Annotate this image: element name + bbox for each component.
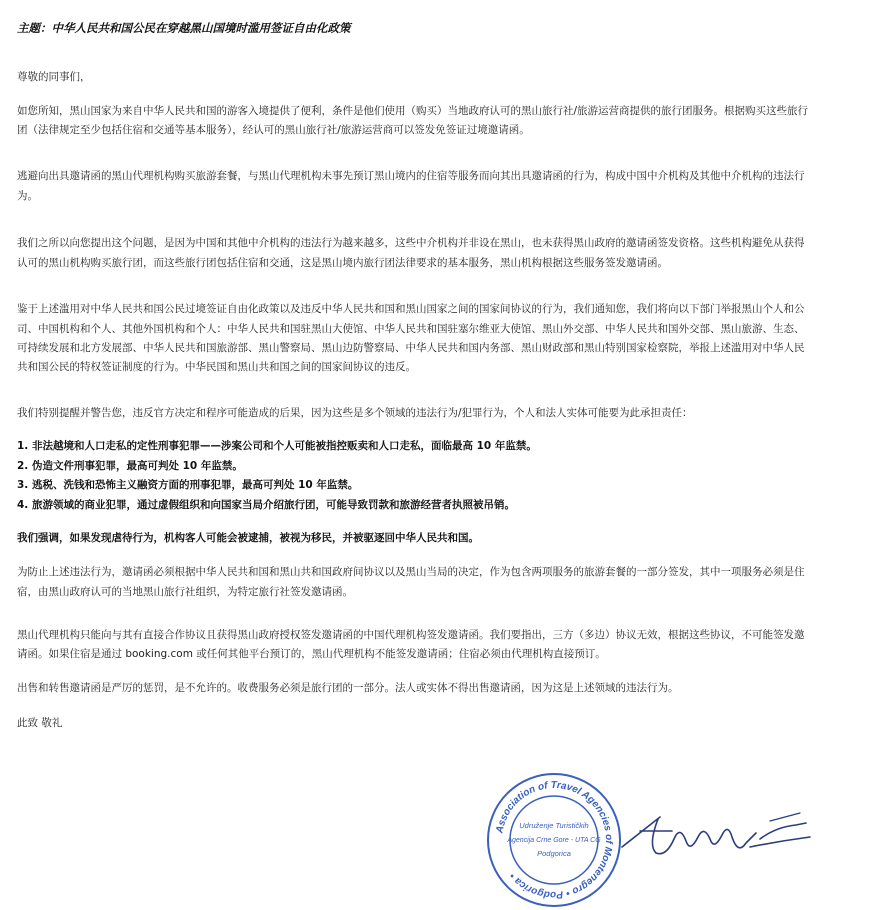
paragraph-1-line-1: 如您所知，黑山国家为来自中华人民共和国的游客入境提供了便利，条件是他们使用（购买）当地政府认可的黑山旅行社/旅游运营商提供的旅行团服务。根据购买这些旅行: [17, 105, 809, 117]
paragraph-6-line-1: 为防止上述违法行为，邀请函必须根据中华人民共和国和黑山共和国政府间协议以及黑山当局的决定，作为包含两项服务的旅游套餐的一部分签发，其中一项服务必须是住: [17, 566, 805, 578]
penalty-item-1: 1. 非法越境和人口走私的定性刑事犯罪——涉案公司和个人可能被指控贩卖和人口走私，面临最高 10 年监禁。: [17, 440, 537, 452]
paragraph-4-line-3: 可持续发展和北方发展部、中华人民共和国旅游部、黑山警察局、黑山边防警察局、中华人民共和国内务部、黑山财政部和黑山特别国家检察院，举报上述滥用对中华人民: [17, 342, 805, 354]
paragraph-2-line-2: 为。: [17, 190, 38, 202]
paragraph-1-line-2: 团（法律规定至少包括住宿和交通等基本服务），经认可的黑山旅行社/旅游运营商可以签发免签证过境邀请函。: [17, 124, 530, 136]
stamp-ring-text: Association of Travel Agencies of Montenegro • Podgorica •: [494, 779, 615, 901]
paragraph-4-line-1: 鉴于上述滥用对中华人民共和国公民过境签证自由化政策以及违反中华人民共和国和黑山国家之间的国家间协议的行为，我们通知您，我们将向以下部门举报黑山个人和公: [17, 303, 805, 315]
handwritten-signature: [600, 795, 820, 875]
paragraph-3-line-1: 我们之所以向您提出这个问题，是因为中国和其他中介机构的违法行为越来越多，这些中介机构并非设在黑山，也未获得黑山政府的邀请函签发资格。这些机构避免从获得: [17, 237, 805, 249]
closing-salutation: 此致 敬礼: [17, 717, 63, 729]
paragraph-5-line-1: 我们特别提醒并警告您，违反官方决定和程序可能造成的后果，因为这些是多个领域的违法行为/犯罪行为，个人和法人实体可能要为此承担责任：: [17, 407, 693, 419]
paragraph-8-line-1: 出售和转售邀请函是严厉的惩罚，是不允许的。收费服务必须是旅行团的一部分。法人或实体不得出售邀请函，因为这是上述领域的违法行为。: [17, 682, 679, 694]
penalty-item-4: 4. 旅游领域的商业犯罪，通过虚假组织和向国家当局介绍旅行团，可能导致罚款和旅游经营者执照被吊销。: [17, 499, 515, 511]
greeting: 尊敬的同事们，: [17, 71, 91, 83]
paragraph-4-line-2: 司、中国机构和个人、其他外国机构和个人：中华人民共和国驻黑山大使馆、中华人民共和国驻塞尔维亚大使馆、黑山外交部、中华人民共和国外交部、黑山旅游、生态、: [17, 323, 805, 335]
paragraph-7-line-1: 黑山代理机构只能向与其有直接合作协议且获得黑山政府授权签发邀请函的中国代理机构签发邀请函。我们要指出，三方（多边）协议无效，根据这些协议，不可能签发邀: [17, 629, 805, 641]
stamp-center-line-1: Udruženje Turističkih: [519, 821, 589, 830]
penalty-item-2: 2. 伪造文件刑事犯罪，最高可判处 10 年监禁。: [17, 460, 243, 472]
penalty-item-3: 3. 逃税、洗钱和恐怖主义融资方面的刑事犯罪，最高可判处 10 年监禁。: [17, 479, 359, 491]
stamp-center-line-2: Agencija Crne Gore - UTA CG: [507, 837, 601, 844]
paragraph-6-line-2: 宿，由黑山政府认可的当地黑山旅行社组织，为特定旅行社签发邀请函。: [17, 586, 353, 598]
paragraph-2-line-1: 逃避向出具邀请函的黑山代理机构购买旅游套餐，与黑山代理机构未事先预订黑山境内的住宿等服务而向其出具邀请函的行为，构成中国中介机构及其他中介机构的违法行: [17, 170, 805, 182]
paragraph-4-line-4: 共和国公民的特权签证制度的行为。中华民国和黑山共和国之间的国家间协议的违反。: [17, 361, 416, 373]
subject-line: 主题：中华人民共和国公民在穿越黑山国境时滥用签证自由化政策: [17, 21, 351, 35]
emphasis-statement: 我们强调，如果发现虐待行为，机构客人可能会被逮捕，被视为移民，并被驱逐回中华人民共和国。: [17, 532, 479, 544]
stamp-center-line-3: Podgorica: [537, 849, 571, 858]
paragraph-3-line-2: 认可的黑山机构购买旅行团，而这些旅行团包括住宿和交通，这是黑山境内旅行团法律要求的基本服务，黑山机构根据这些服务签发邀请函。: [17, 257, 668, 269]
paragraph-7-line-2: 请函。如果住宿是通过 booking.com 或任何其他平台预订的，黑山代理机构不能签发邀请函；住宿必须由代理机构直接预订。: [17, 648, 606, 660]
